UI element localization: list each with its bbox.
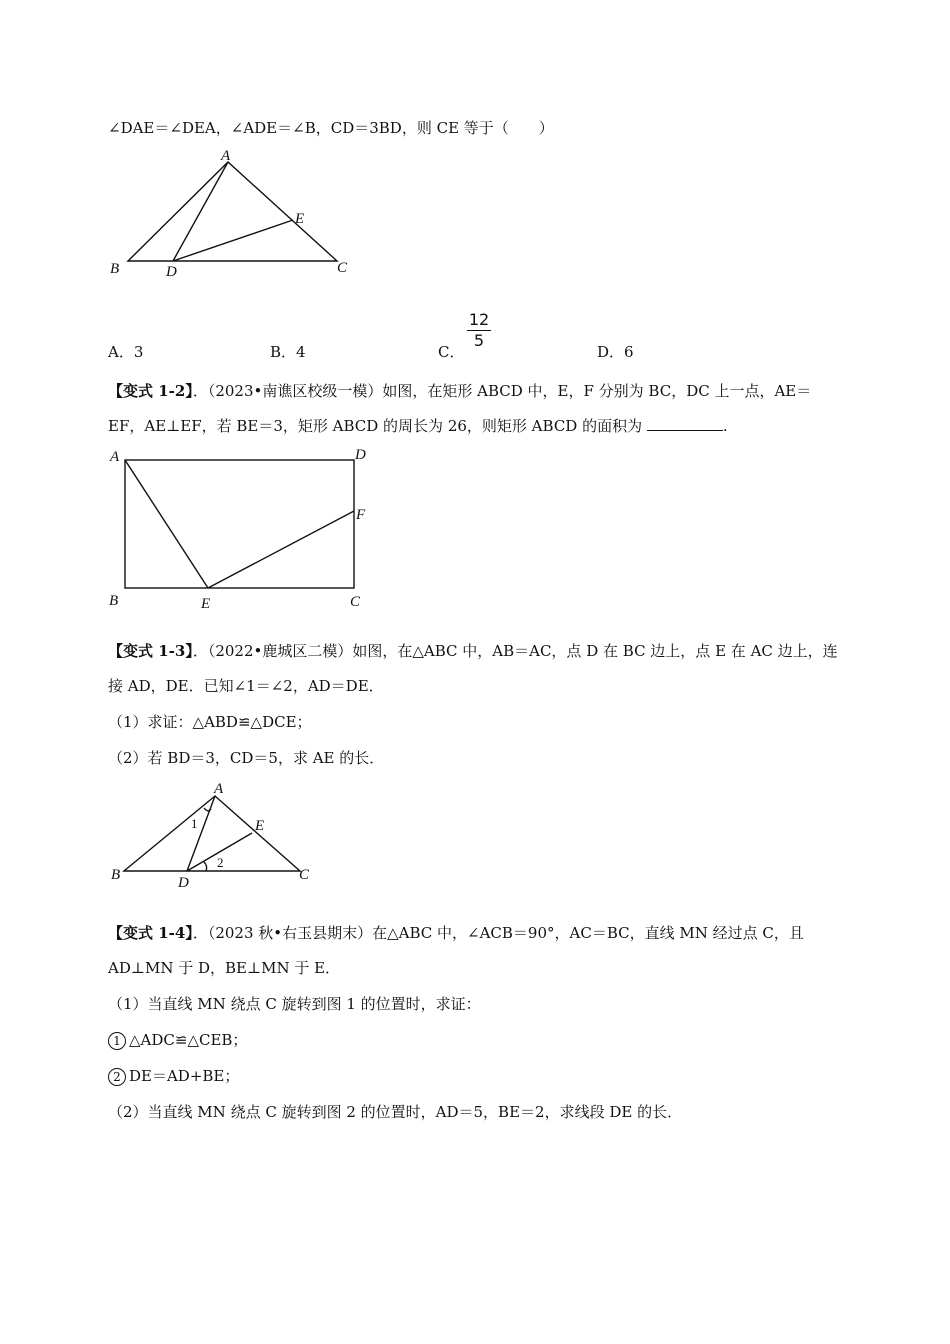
triangle-abc: [128, 162, 337, 261]
label-a: A: [110, 449, 120, 465]
label-a: A: [221, 148, 231, 164]
option-d[interactable]: D．6: [597, 343, 634, 361]
q1-3-line1: [108, 640, 838, 661]
label-b: B: [109, 593, 119, 609]
label-b: B: [110, 261, 120, 277]
circled-1-icon: 1: [108, 1032, 126, 1050]
label-c: C: [299, 867, 310, 883]
q1-4-line1: [108, 922, 804, 943]
q1-2-tag: 【变式 1-2】: [108, 382, 193, 400]
rectangle-abcd: [125, 460, 354, 588]
q1-2-text1: ．（2023•南谯区校级一模）如图，在矩形 ABCD 中，E，F 分别为 BC，DC 上一点，AE＝: [192, 382, 812, 400]
segment-ef: [208, 511, 354, 588]
label-d: D: [178, 875, 189, 888]
q1-4-line2: AD⊥MN 于 D，BE⊥MN 于 E．: [108, 959, 341, 977]
q1-4-sub2: [108, 1066, 239, 1086]
label-e: E: [201, 596, 211, 612]
q1-3-tag: 【变式 1-3】: [108, 642, 193, 660]
fraction-denominator: 5: [473, 331, 485, 350]
angle-1-label: 1: [191, 816, 198, 831]
option-b[interactable]: B．4: [270, 343, 306, 361]
segment-de: [173, 220, 293, 261]
q1-3-part2: （2）若 BD＝3，CD＝5，求 AE 的长．: [108, 749, 385, 767]
q1-2-line2: [108, 416, 728, 436]
q1-4-text1: ．（2023 秋•右玉县期末）在△ABC 中，∠ACB＝90°，AC＝BC，直线 MN 经过点 C，且: [192, 924, 804, 942]
label-c: C: [337, 260, 348, 276]
q1-1-stem: ∠DAE＝∠DEA，∠ADE＝∠B，CD＝3BD，则 CE 等于（ ）: [108, 119, 554, 137]
option-a[interactable]: A．3: [108, 343, 144, 361]
q1-2-line1: [108, 380, 811, 401]
segment-ad: [173, 162, 228, 261]
option-c-prefix[interactable]: C．: [438, 343, 465, 361]
q1-4-sub1-text: △ADC≌△CEB；: [129, 1031, 248, 1049]
q1-3-text1: ．（2022•鹿城区二模）如图，在△ABC 中，AB＝AC，点 D 在 BC 边上，点 E 在 AC 边上，连: [192, 642, 838, 660]
q1-4-part1: （1）当直线 MN 绕点 C 旋转到图 1 的位置时，求证：: [108, 995, 481, 1013]
label-e: E: [295, 211, 305, 227]
q1-4-sub1: [108, 1030, 247, 1050]
fraction-numerator: 12: [468, 310, 490, 329]
label-c: C: [350, 594, 361, 610]
q1-2-figure: [100, 445, 380, 615]
label-f: F: [356, 507, 366, 523]
label-d: D: [355, 447, 366, 463]
q1-3-figure: [100, 778, 330, 888]
circled-2-icon: 2: [108, 1068, 126, 1086]
label-a: A: [214, 781, 224, 797]
angle-2-label: 2: [217, 855, 224, 870]
q1-4-part2: （2）当直线 MN 绕点 C 旋转到图 2 的位置时，AD＝5，BE＝2，求线段 DE 的长．: [108, 1103, 683, 1121]
angle-2-arc: [204, 862, 207, 871]
q1-3-line2: 接 AD，DE．已知∠1＝∠2，AD＝DE．: [108, 677, 384, 695]
q1-3-part1: （1）求证：△ABD≌△DCE；: [108, 713, 312, 731]
segment-ae: [125, 460, 208, 588]
label-d: D: [166, 264, 177, 280]
q1-2-text2: EF，AE⊥EF，若 BE＝3，矩形 ABCD 的周长为 26，则矩形 ABCD 的面积为: [108, 417, 643, 435]
label-e: E: [255, 818, 265, 834]
answer-blank[interactable]: [647, 416, 723, 431]
q1-2-period: .: [722, 417, 728, 435]
q1-4-sub2-text: DE＝AD+BE；: [129, 1067, 240, 1085]
q1-4-tag: 【变式 1-4】: [108, 924, 193, 942]
q1-1-figure: [100, 145, 370, 285]
option-c-fraction[interactable]: [467, 311, 491, 350]
triangle-abc: [124, 796, 300, 871]
label-b: B: [111, 867, 121, 883]
